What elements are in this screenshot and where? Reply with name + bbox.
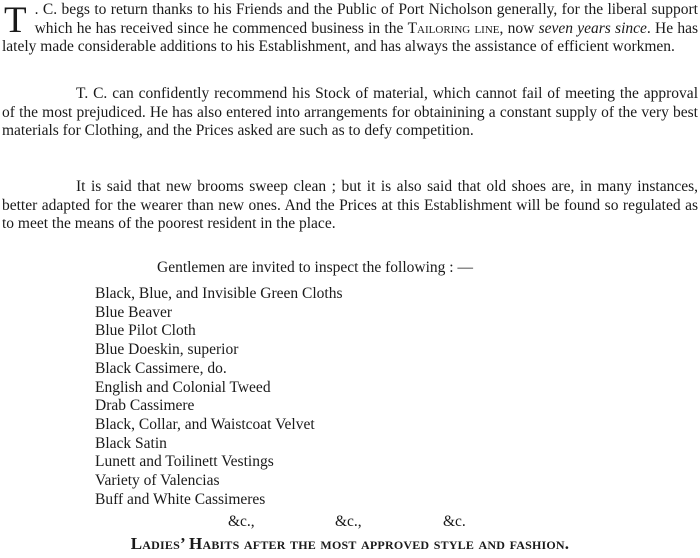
list-item: Buff and White Cassimeres — [95, 490, 266, 508]
invitation-line: Gentlemen are invited to inspect the following : — — [157, 259, 473, 276]
list-item: Blue Doeskin, superior — [95, 341, 239, 359]
goods-list — [95, 285, 343, 509]
tailoring-line: Tailoring line — [407, 19, 500, 37]
drop-cap: T — [4, 0, 27, 41]
list-item: Black, Blue, and Invisible Green Cloths — [95, 285, 343, 302]
list-item: Lunett and Toilinett Vestings — [95, 453, 274, 471]
list-item: Black Satin — [95, 434, 167, 452]
list-item: Blue Beaver — [95, 303, 173, 321]
thanks-text-3: . He has lately made considerable additions to his Establishment, and has always the assistance of efficient workmen. — [2, 19, 698, 56]
list-item: Black Cassimere, do. — [95, 359, 227, 377]
paragraph-thanks — [2, 1, 698, 57]
thanks-text-1: . C. begs to return thanks to his Friends and the Public of Port Nicholson generally, for the liberal support which he has received since he commenced business in the — [34, 1, 698, 37]
ladies-habits-line: Ladies’ Habits after the most approved style and fashion. — [130, 534, 570, 553]
etcetera-3: &c. — [443, 513, 466, 530]
etcetera-row — [0, 512, 700, 532]
list-item: English and Colonial Tweed — [95, 378, 271, 396]
list-item: Variety of Valencias — [95, 472, 220, 490]
thanks-text-2: , now — [499, 19, 539, 37]
seven-years-since: seven years since — [538, 19, 647, 37]
paragraph-stock: T. C. can confidently recommend his Stock of material, which cannot fail of meeting the approval of the most prejudiced. He has also entered into arrangements for obtainining a constant supply of the very best materials for Clothing, and the Prices asked are such as to defy competition. — [2, 85, 698, 140]
etcetera-1: &c., — [228, 513, 255, 530]
list-item: Drab Cassimere — [95, 397, 195, 415]
list-item: Black, Collar, and Waistcoat Velvet — [95, 415, 315, 433]
etcetera-2: &c., — [335, 513, 362, 530]
list-item: Blue Pilot Cloth — [95, 322, 196, 340]
paragraph-prices: It is said that new brooms sweep clean ; but it is also said that old shoes are, in many instances, better adapted for the wearer than new ones. And the Prices at this Establishment will be found so regulated as to meet the means of the poorest resident in the place. — [2, 178, 698, 233]
